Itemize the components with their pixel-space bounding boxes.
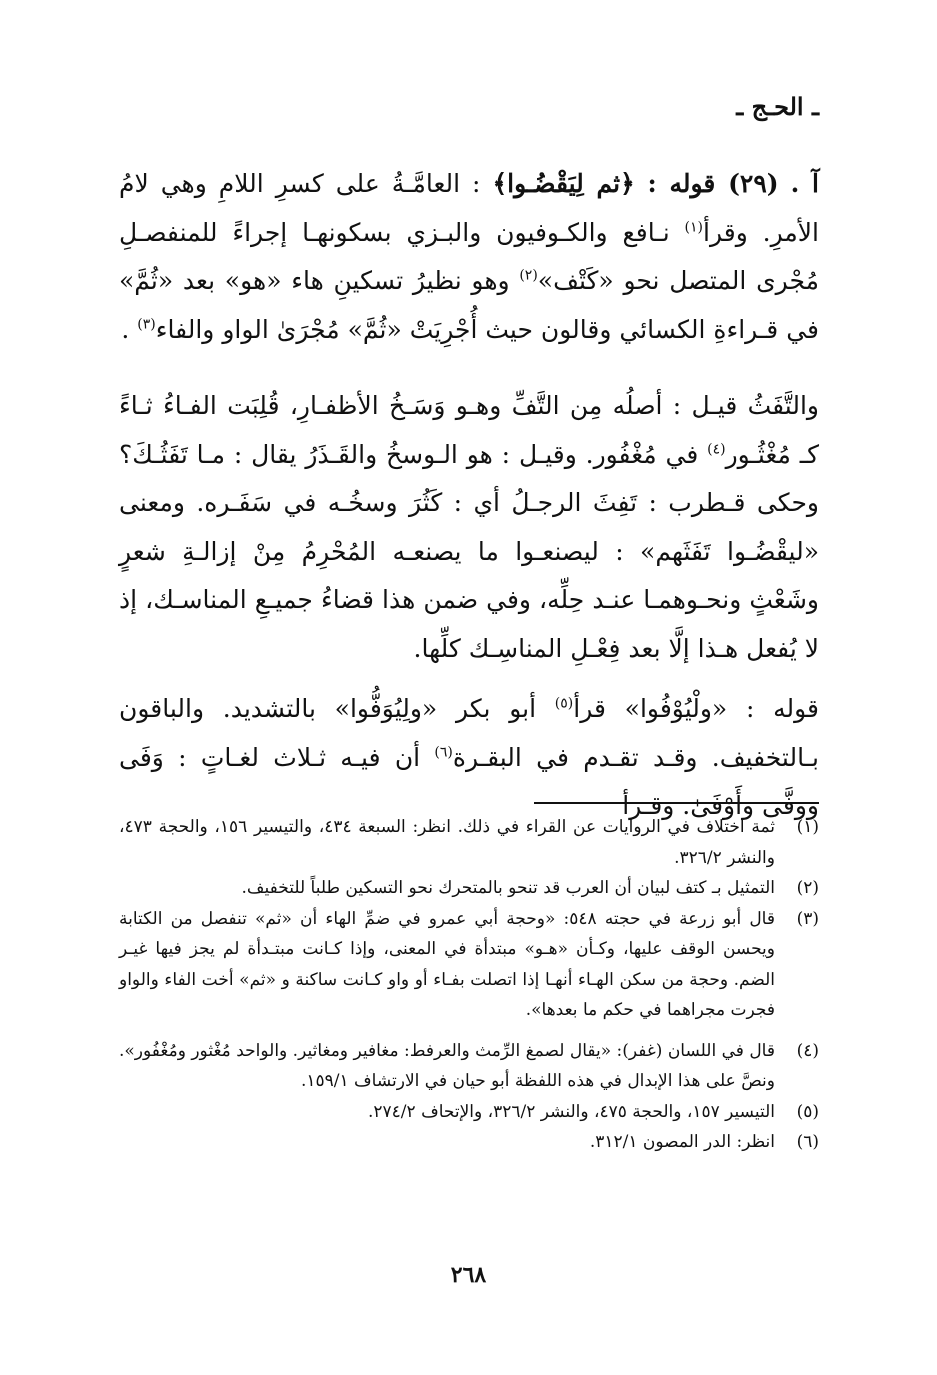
footnote-number: (١) xyxy=(796,817,819,837)
paragraph-text: أبو بكر «ولِيُوَفُّوا» بالتشديد. والباقون بـالتخفيف. وقـد تقـدم في البقـرة xyxy=(119,694,819,772)
footnote-item xyxy=(119,812,819,873)
footnote-number: (٥) xyxy=(796,1101,819,1122)
footnote-text: التيسير ١٥٧، والحجة ٤٧٥، والنشر ٣٢٦/٢، والإتحاف ٢٧٤/٢. xyxy=(368,1101,775,1122)
main-text xyxy=(119,160,819,831)
footnote-ref: (٤) xyxy=(707,441,726,458)
footnote-text: قال في اللسان (غفر): «يقال لصمغ الرِّمث والعرفط: مغافير ومغاثير. والواحد مُغْثور ومُغْفُور». ونصَّ على هذا الإبدال في هذه اللفظة أبو حيان في الارتشاف ١٥٩/١. xyxy=(119,1040,775,1091)
footnote-ref: (٥) xyxy=(554,695,574,712)
footnote-item xyxy=(119,873,819,904)
page-number: ٢٦٨ xyxy=(450,1262,487,1288)
footnote-ref: (٦) xyxy=(434,744,453,761)
footnote-separator xyxy=(534,802,819,804)
footnote-number: (٤) xyxy=(796,1040,819,1061)
footnote-item xyxy=(119,1127,819,1158)
footnote-text: التمثيل بـ كتف لبيان أن العرب قد تنحو بالمتحرك نحو التسكين طلباً للتخفيف. xyxy=(241,878,775,898)
paragraph-tafath xyxy=(119,382,819,673)
footnote-ref: (٢) xyxy=(519,267,538,284)
footnote-number: (٦) xyxy=(796,1132,819,1152)
footnote-item xyxy=(119,1097,819,1128)
footnote-text: ثمة اختلاف في الروايات عن القراء في ذلك. انظر: السبعة ٤٣٤، والتيسير ١٥٦، والحجة ٤٧٣، والنشر ٣٢٦/٢. xyxy=(119,817,775,868)
paragraph-text: : العامَّـةُ على كسرِ اللامِ وهي لامُ الأمرِ. وقرأ xyxy=(119,169,819,247)
section-marker: آ . xyxy=(790,169,819,198)
paragraph-text: نـافع والكـوفيون والبـزي بسكونهـا إجراءً للمنفصـلِ مُجْرى المتصل نحو «كَتْف» xyxy=(119,217,819,295)
paragraph-text: . xyxy=(121,314,138,344)
footnote-text: قال أبو زرعة في حجته ٥٤٨: «وحجة أبي عمرو في ضمِّ الهاء أن «ثم» تنفصل من الكتابة ويحسن الوقف عليها، وكـأن «هـو» مبتدأة في المعنى، وإذا كـانت مبتـدأة لم يجز فيها غيـر الضم. وحجة من سكن الهـاء أنهـا إذا اتصلت بفـاء أو واو كـانت ساكنة و «ثم» أخت الفاء والواو فجرت مجراهما في حكم ما بعدها». xyxy=(119,908,775,1020)
verse-heading: (٢٩) قوله : ﴿ثم لِيَقْضُـوا﴾ xyxy=(492,169,779,198)
footnote-item xyxy=(119,904,819,1026)
footnote-number: (٢) xyxy=(796,878,819,898)
paragraph-verse-29 xyxy=(119,160,819,354)
paragraph-text: أن فيـه ثـلاث لغـاتٍ : وَفَى ووفَّى وأَوْفَىٰ. وقـرأ xyxy=(119,742,819,820)
footnote-ref: (٣) xyxy=(137,316,156,333)
footnotes xyxy=(119,812,819,1158)
paragraph-walyufu xyxy=(119,685,819,831)
footnote-number: (٣) xyxy=(796,908,819,929)
paragraph-text: والتَّفَثُ قيـل : أصلُه مِن التَّفِّ وهـو وَسَـخُ الأظفـارِ، قُلِبَت الفـاءُ ثـاءً كـ مُغْثُـور xyxy=(119,391,819,469)
footnote-text: انظر: الدر المصون ٣١٢/١. xyxy=(589,1132,775,1152)
footnote-item xyxy=(119,1036,819,1097)
footnote-ref: (١) xyxy=(684,219,704,236)
paragraph-text: وهو نظيرُ تسكينِ هاء «هو» بعد «ثُمَّ» في قـراءةِ الكسائي وقالون حيث أُجْرِيَتْ «ثُمَّ» مُجْرَىٰ الواو والفاء xyxy=(119,266,819,344)
running-head: ـ الحـج ـ xyxy=(736,92,819,121)
paragraph-text: في مُغْفُور. وقيـل : هو الـوسخُ والقَـذَرُ يقال : مـا تَفَثُـكَ؟ وحكى قـطرب : تَفِثَ الرجـلُ أي : كَثُرَ وسخُـه في سَفَـره. ومعنى «ليقْضُـوا تَفَثَهم» : ليصنعـوا ما يصنعـه المُحْرِمُ مِنْ إزالـةِ شعرٍ وشَعْثٍ ونحـوهمـا عنـد حِلِّه، وفي ضمن هذا قضاءُ جميـعِ المناسـك، إذ لا يُفعل هـذا إلَّا بعد فِعْـلِ المناسِـك كلِّها. xyxy=(119,439,819,663)
paragraph-text: قوله : «ولْيُوْفُوا» قرأ xyxy=(573,694,819,723)
